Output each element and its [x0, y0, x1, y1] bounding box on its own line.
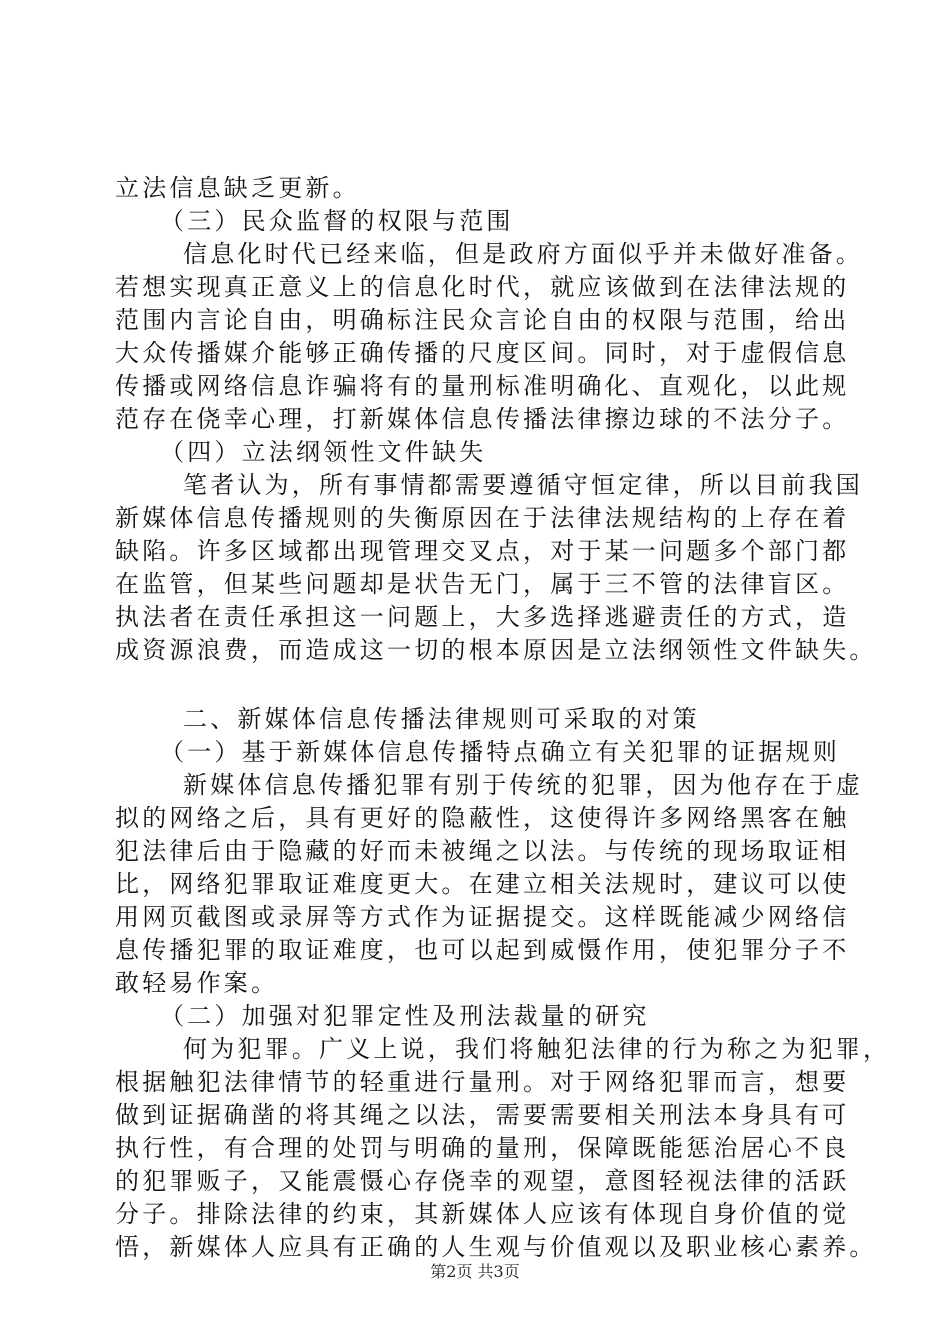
section-heading-4: （四）立法纲领性文件缺失	[160, 438, 487, 466]
text-line: 若想实现真正意义上的信息化时代，就应该做到在法律法规的	[115, 273, 850, 301]
section-heading-1: （一）基于新媒体信息传播特点确立有关犯罪的证据规则	[160, 738, 840, 766]
text-line: 笔者认为，所有事情都需要遵循守恒定律，所以目前我国	[183, 471, 863, 499]
text-line: 犯法律后由于隐藏的好而未被绳之以法。与传统的现场取证相	[115, 837, 850, 865]
page-number: 第2页 共3页	[430, 1262, 520, 1281]
text-line: 悟，新媒体人应具有正确的人生观与价值观以及职业核心素养。	[115, 1233, 877, 1261]
text-line: 新媒体信息传播规则的失衡原因在于法律法规结构的上存在着	[115, 504, 850, 532]
text-line: 何为犯罪。广义上说，我们将触犯法律的行为称之为犯罪，	[183, 1035, 891, 1063]
text-line: 执法者在责任承担这一问题上，大多选择逃避责任的方式，造	[115, 603, 850, 631]
section-heading-3: （三）民众监督的权限与范围	[160, 207, 514, 235]
text-line: 息传播犯罪的取证难度，也可以起到威慑作用，使犯罪分子不	[115, 936, 850, 964]
text-line: 执行性，有合理的处罚与明确的量刑，保障既能惩治居心不良	[115, 1134, 850, 1162]
text-line: 在监管，但某些问题却是状告无门，属于三不管的法律盲区。	[115, 570, 850, 598]
text-line: 范围内言论自由，明确标注民众言论自由的权限与范围，给出	[115, 306, 850, 334]
text-line: 成资源浪费，而造成这一切的根本原因是立法纲领性文件缺失。	[115, 636, 877, 664]
chapter-heading-2: 二、新媒体信息传播法律规则可采取的对策	[183, 705, 700, 733]
text-line: 分子。排除法律的约束，其新媒体人应该有体现自身价值的觉	[115, 1200, 850, 1228]
text-line: 拟的网络之后，具有更好的隐蔽性，这使得许多网络黑客在触	[115, 804, 850, 832]
text-line: 缺陷。许多区域都出现管理交叉点，对于某一问题多个部门都	[115, 537, 850, 565]
text-line: 比，网络犯罪取证难度更大。在建立相关法规时，建议可以使	[115, 870, 850, 898]
section-heading-2: （二）加强对犯罪定性及刑法裁量的研究	[160, 1002, 650, 1030]
text-line: 用网页截图或录屏等方式作为证据提交。这样既能减少网络信	[115, 903, 850, 931]
text-line: 敢轻易作案。	[115, 969, 279, 997]
text-line: 传播或网络信息诈骗将有的量刑标准明确化、直观化，以此规	[115, 372, 850, 400]
text-line: 立法信息缺乏更新。	[115, 174, 360, 202]
text-line: 信息化时代已经来临，但是政府方面似乎并未做好准备。	[183, 240, 863, 268]
text-line: 大众传播媒介能够正确传播的尺度区间。同时，对于虚假信息	[115, 339, 850, 367]
text-line: 范存在侥幸心理，打新媒体信息传播法律擦边球的不法分子。	[115, 405, 850, 433]
text-line: 做到证据确凿的将其绳之以法，需要需要相关刑法本身具有可	[115, 1101, 850, 1129]
text-line: 的犯罪贩子，又能震慑心存侥幸的观望，意图轻视法律的活跃	[115, 1167, 850, 1195]
text-line: 根据触犯法律情节的轻重进行量刑。对于网络犯罪而言，想要	[115, 1068, 850, 1096]
text-line: 新媒体信息传播犯罪有别于传统的犯罪，因为他存在于虚	[183, 771, 863, 799]
